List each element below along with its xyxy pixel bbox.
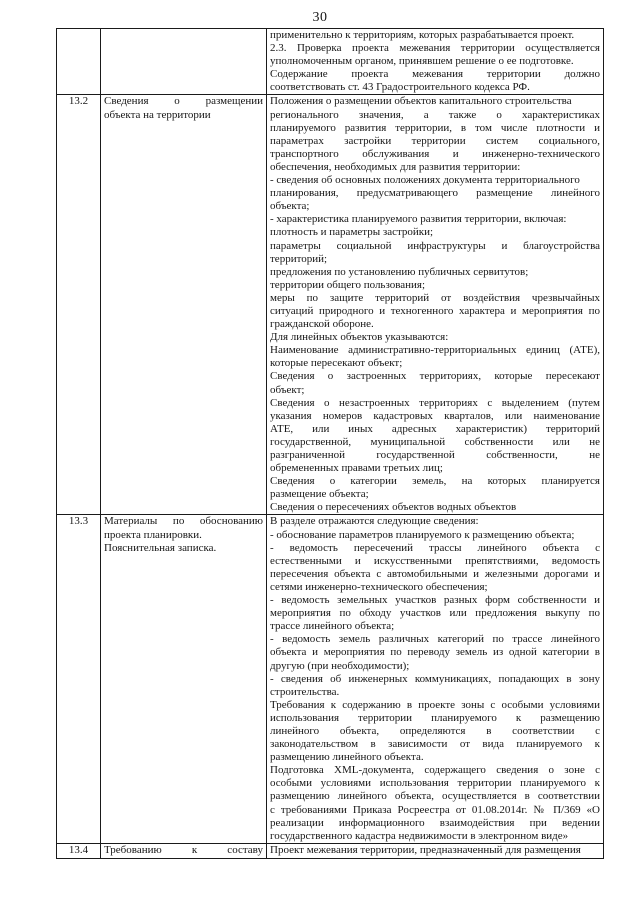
text-line: Сведения о незастроенных территориях с выделением (путем bbox=[270, 396, 600, 409]
text-line: - ведомость земель различных категорий по трассе линейного bbox=[270, 633, 600, 646]
text-line: объект; bbox=[270, 383, 305, 396]
text-line: плотность и параметры застройки; bbox=[270, 226, 434, 239]
text-line: 2.3. Проверка проекта межевания территории осуществляется bbox=[270, 42, 600, 55]
text-line: естественными и искусственными препятствиями, ведомость bbox=[270, 554, 600, 567]
text-line: государственного кадастра недвижимости в электронном виде» bbox=[270, 829, 569, 842]
text-line: ситуаций природного и техногенного характера и мероприятия по bbox=[270, 304, 600, 317]
table-row-13-2 bbox=[57, 95, 604, 515]
text-line: - характеристика планируемого развития территории, включая: bbox=[270, 213, 567, 226]
text-line: размещению линейного объекта. bbox=[270, 751, 424, 764]
text-line: размещение объекта; bbox=[270, 488, 369, 501]
text-line: - ведомость пересечений трассы линейного объекта с bbox=[270, 541, 600, 554]
text-line: планирования, предусматривающего размещение линейного bbox=[270, 187, 600, 200]
text-line: мероприятия по обходу участков или предложения выкупу по bbox=[270, 607, 600, 620]
text-line: строительства. bbox=[270, 685, 340, 698]
text-line: предложения по установлению публичных сервитутов; bbox=[270, 265, 529, 278]
section-number: 13.4 bbox=[57, 844, 101, 859]
cell-name-empty bbox=[101, 29, 267, 95]
text-line: Требованию к составу bbox=[104, 844, 263, 857]
requirements-table bbox=[56, 28, 604, 859]
text-line: меры по защите территорий от воздействия чрезвычайных bbox=[270, 291, 600, 304]
text-line: уполномоченным органом, принявшем решение о ее подготовке. bbox=[270, 55, 574, 68]
text-line: объекта на территории bbox=[104, 108, 211, 121]
text-line: размещению линейного объекта, осуществляется в соответствии bbox=[270, 790, 600, 803]
cell-number-empty bbox=[57, 29, 101, 95]
text-line: Положения о размещении объектов капитального строительства bbox=[270, 95, 572, 108]
text-line: Сведения о категории земель, на которых планируется bbox=[270, 475, 600, 488]
section-text bbox=[267, 844, 604, 859]
text-line: другую (при необходимости); bbox=[270, 659, 410, 672]
section-number: 13.2 bbox=[57, 95, 101, 515]
page-number: 30 bbox=[312, 10, 328, 25]
text-line: указания номеров кадастровых кварталов, или наименование bbox=[270, 409, 600, 422]
text-line: Наименование административно-территориальных единиц (АТЕ), bbox=[270, 344, 600, 357]
text-line: параметрах застройки территории систем социального, bbox=[270, 134, 600, 147]
section-text bbox=[267, 95, 604, 515]
text-line: разграниченной государственной собственности, не bbox=[270, 449, 600, 461]
text-line: объекта; bbox=[270, 200, 310, 213]
text-line: параметры социальной инфраструктуры и благоустройства bbox=[270, 239, 600, 252]
text-line: Сведения о пересечениях объектов водных объектов bbox=[270, 501, 517, 514]
text-line: сетями инженерно-технического обеспечения; bbox=[270, 580, 488, 593]
text-line: обремененных правами третьих лиц; bbox=[270, 462, 443, 475]
text-line: реализации информационного взаимодействия при ведении bbox=[270, 816, 600, 829]
text-line: Проект межевания территории, предназначенный для размещения bbox=[270, 844, 581, 857]
text-line: Подготовка XML-документа, содержащего сведения о зоне с bbox=[270, 764, 600, 777]
text-line: соответствовать ст. 43 Градостроительного кодекса РФ. bbox=[270, 81, 530, 94]
text-line: применительно к территориям, которых разрабатывается проект. bbox=[270, 29, 575, 41]
text-line: - сведения об инженерных коммуникациях, попадающих в зону bbox=[270, 672, 600, 685]
text-line: государственной, муниципальной собственности или не bbox=[270, 435, 600, 448]
text-line: Для линейных объектов указываются: bbox=[270, 331, 449, 344]
text-line: транспортного обслуживания и инженерно-технического bbox=[270, 147, 600, 160]
text-line: линейного объекта, определяются в соответствии с bbox=[270, 724, 600, 737]
text-line: регионального значения, а также о характеристиках bbox=[270, 108, 600, 121]
section-text bbox=[267, 515, 604, 844]
cell-text bbox=[267, 29, 604, 95]
text-line: Сведения о размещении bbox=[104, 95, 263, 108]
text-line: территории общего пользования; bbox=[270, 278, 426, 291]
text-line: Материалы по обоснованию bbox=[104, 515, 263, 528]
table-row-13-3 bbox=[57, 515, 604, 844]
text-line: Сведения о застроенных территориях, которые пересекают bbox=[270, 370, 600, 383]
text-line: АТЕ, или иных адресных характеристик) территорий bbox=[270, 422, 600, 435]
section-name bbox=[101, 844, 267, 859]
table-row-13-4 bbox=[57, 844, 604, 859]
text-line: с требованиями Приказа Росреестра от 01.08.2014г. № П/369 «О bbox=[270, 803, 600, 816]
text-line: - сведения об основных положениях документа территориального bbox=[270, 174, 580, 187]
text-line: планируемого развития территории, в том числе плотности и bbox=[270, 121, 600, 134]
text-line: особыми условиями использования территории планируемого к bbox=[270, 777, 600, 790]
text-line: проекта планировки. bbox=[104, 528, 202, 541]
section-number: 13.3 bbox=[57, 515, 101, 844]
text-line: которые пересекают объект; bbox=[270, 357, 403, 370]
text-line: законодательством в зависимости от вида планируемого к bbox=[270, 738, 600, 751]
text-line: Требования к содержанию в проекте зоны с особыми условиями bbox=[270, 698, 600, 711]
text-line: объекта и мероприятия по переводу земель из одной категории в bbox=[270, 646, 600, 659]
text-line: использования территории планируемого к размещению bbox=[270, 711, 600, 724]
section-name bbox=[101, 95, 267, 515]
text-line: - обоснование параметров планируемого к размещению объекта; bbox=[270, 528, 575, 541]
table-row-continuation bbox=[57, 29, 604, 95]
section-name bbox=[101, 515, 267, 844]
text-line: гражданской обороне. bbox=[270, 318, 374, 331]
text-line: территорий; bbox=[270, 252, 328, 265]
text-line: Пояснительная записка. bbox=[104, 541, 217, 554]
text-line: - ведомость земельных участков разных форм собственности и bbox=[270, 594, 600, 607]
text-line: пересечения объекта с автомобильными и железными дорогами и bbox=[270, 567, 600, 580]
text-line: обеспечения, необходимых для развития территории: bbox=[270, 160, 521, 173]
text-line: трассе линейного объекта; bbox=[270, 620, 395, 633]
text-line: В разделе отражаются следующие сведения: bbox=[270, 515, 479, 528]
text-line: Содержание проекта межевания территории должно bbox=[270, 68, 600, 81]
